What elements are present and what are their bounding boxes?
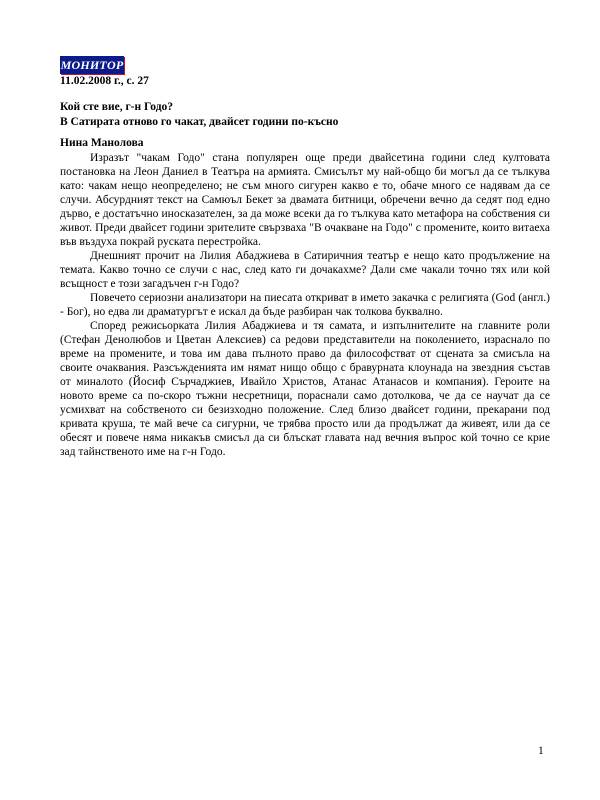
headline-subtitle: В Сатирата отново го чакат, двайсет години по-късно — [60, 116, 339, 128]
headline-title: Кой сте вие, г-н Годо? — [60, 101, 174, 113]
paragraph: Повечето сериозни анализатори на пиесата откриват в името закачка с религията (God (англ.) - Бог), но едва ли драматургът е искал да бъде разбиран чак толкова буквално. — [60, 292, 550, 318]
logo-text: МОНИТОР — [60, 58, 124, 72]
paragraph: Днешният прочит на Лилия Абаджиева в Сатиричния театър е нещо като продължение на темата. Какво точно се случи с нас, след като ги дочакахме? Дали сме чакали точно тях или кой всъщност е този загадъчен г-н Годо? — [60, 250, 550, 290]
author-name: Нина Манолова — [60, 137, 144, 149]
dateline: 11.02.2008 г., с. 27 — [60, 75, 149, 87]
paragraph: Според режисьорката Лилия Абаджиева и тя самата, и изпълнителите на главните роли (Стефан Денолюбов и Цветан Алексиев) са редови представители на поколението, израснало по време на промените, и това им дава пълното право да философстват от сцената за смисъла на своите очаквания. Разсъжденията им нямат нищо общо с бравурната клоунада на звездния състав от миналото (Йосиф Сърчаджиев, Ивайло Христов, Атанас Атанасов и компания). Героите на новото време са по-скоро тъжни несретници, пораснали само дотолкова, че да се научат да се усмихват на собственото си безизходно положение. След близо двайсет години, прекарани под кривата круша, те май вече са сигурни, че трябва просто или да продължат да живеят, или да се обесят и повече няма никакъв смисъл да си блъскат главата над вечния въпрос кой точно се крие зад тайнственото име на г-н Годо. — [60, 320, 550, 458]
article-body — [60, 151, 550, 459]
page-number: 1 — [538, 745, 544, 757]
paragraph: Изразът "чакам Годо" стана популярен още преди двайсетина години след култовата постановка на Леон Даниел в Театъра на армията. Смисълът му най-общо би могъл да се тълкува като: чакам нещо неопределено; не съм много сигурен какво е то, обаче много се надявам да се случи. Абсурдният текст на Самюъл Бекет за двамата битници, обречени вечно да седят под едно дърво, е достатъчно иносказателен, за да може всеки да го тълкува като метафора на собствения си живот. Преди двайсет години зрителите свързваха "В очакване на Годо" с промените, които витаеха във въздуха покрай руската перестройка. — [60, 152, 550, 248]
headline — [60, 100, 550, 130]
monitor-logo — [60, 56, 124, 74]
